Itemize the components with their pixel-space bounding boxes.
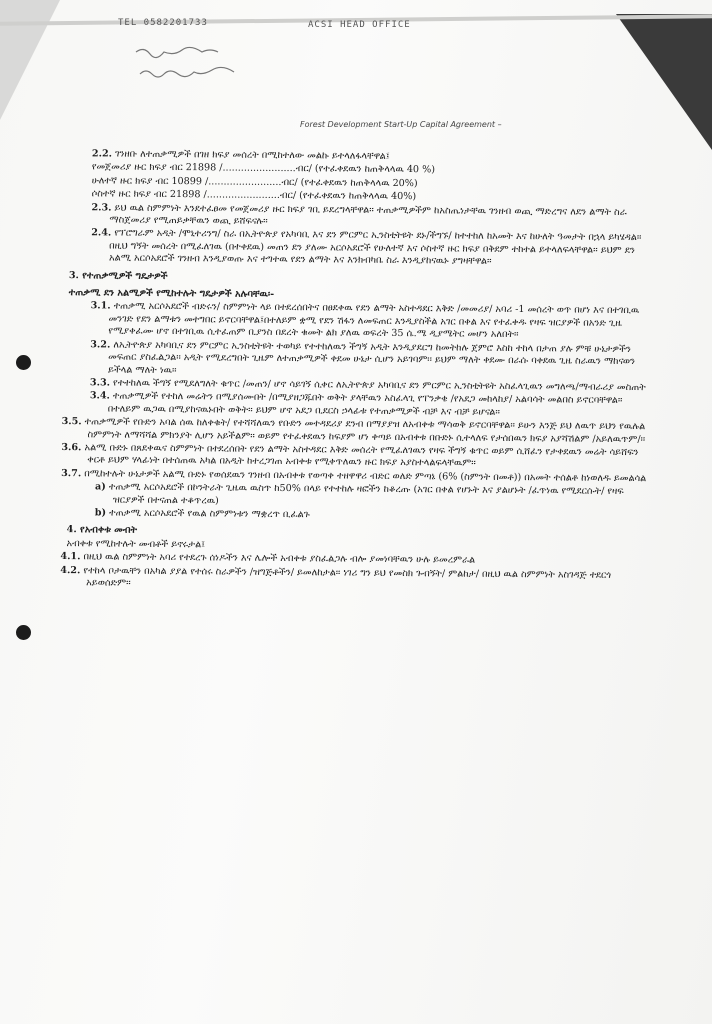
document-title: Forest Development Start-Up Capital Agreement – [300,120,502,129]
clause-number: 3.2. [90,338,111,351]
clause-text: ተጠቃሚዎች የተከለ መሬትን በሚያሰሙበት /በሚያዘጋጁበት ወቅት ያላቸዉን አስፈላጊ የፐንቃቄ /የአደጋ መከላከያ/ አልባሳት መልበስ ይኖርባቸዋል፡፡ በተለይም ዉጋዉ በሚያከናዉኑበት ወቅት፡፡ ይህም ሆኖ አደጋ ቢደርስ ኃላፊቱ የተጠቃሚዎች ብቻ እና ብቻ ይሆናል፡፡ [107,390,623,418]
clause-number: 4.2. [60,564,81,576]
clause-paragraph [53,481,653,511]
clause-text: የተጠቃሚዎች ግዴታዎች [82,269,168,282]
header-tel: TEL 0582201733 [118,18,208,28]
clause-text: አብቀቱ የሚከተሉት መብቶች ይኖሩታል፤ [66,537,206,551]
clause-number: b) [94,507,107,519]
clause-text: ገንዘቡ ለተጠቃሚዎች በገዘ ክፍያ መሰረት በሚከተለው መልኩ ይተላለፋላቸዋል፤ [114,148,390,162]
clause-text: አልሚ ቡድኑ በጸደቀዉና ስምምነት በተደረሰበት የደን ልማት አስተዳደር እቅድ መሰረት የሚፈለገዉን የዛፍ ችግኝ ቁጥር ወይም ሲሸፈን የታቀደዉን መሬት ሳይሸፍን ቀርቶ ይህም ሃላፊነት በተሰጠዉ አካል በአዲት ከተረጋገጠ አብቀቱ የሚቀጥለዉን ዙር ክፍያ አያስተላልፍላቸዉም፡፡ [84,442,639,470]
clause-text: ሶስተኛ ዙር ክፍያ ብር 21898 /........................ብር/ (የተፈቀደዉን ከጠቅላላዉ 40%) [91,188,417,203]
clause-text: ተጠቃሚ አርሶአደሮች ብድሩን/ ስምምነት ላይ በተደረሰበትና በፀደቀዉ የደን ልማት አስተዳደር እቅድ /መመሪያ/ አባሪ -1 መሰረት ወጥ በሆነ እና በተገቢዉ መንገድ የደን ልማቱን መተግበር ይኖርባቸዋል፤በተለይም ቋሚ የደን ሽፋን ለመፍጠር እንዲያስችል አገር በቀል እና የተፈቀዱ የዛፍ ዝርያዎች በአንድ ጊዜ የሚያቀፈሙ ሆኖ በተገቢዉ ሲተፈጠም ቢያንስ በደረት ቁመት ልክ ያለዉ ወፍረት 35 ሴ.ሜ ዲያሜትር መሆን አለበት፡፡ [108,300,640,341]
clause-text: ለኢትዮጵያ አካባቢና ደን ምርምር ኢንስቲትዩት ተወካይ የተተከለዉን ችግኝ አዲት እንዲያደርግ ከመትከሉ ጀምሮ እስከ ተከላ በታጠ ያሉ ምቹ ሁኔታዎችን መፍጠር ያስፈልጋል፡፡ አዲት የሚደረግበት ጊዜም ለተጠቃሚዎች ቀደመ ሁኔታ ሲሆን አይገባም፡፡ ይህም ማለት ቀደሙ በራሱ ባቀደዉ ጊዜ ስራዉን ማከናወን ይችላል ማለት ነዉ፡፡ [108,339,636,376]
clause-number: 4.1. [60,551,81,563]
clause-text: የመጀመሪያ ዙር ክፍያ ብር 21898 /........................ብር/ (የተፈቀደዉን ከጠቅላላዉ 40 %) [91,161,436,176]
clause-number: 3. [68,269,79,281]
clause-paragraph [52,565,652,595]
agreement-body [52,148,656,596]
clause-number: 3.4. [89,390,110,402]
clause-text: የተከላ ቦታዉቸን በአካል ያያል የተሰሩ ስራዎችን /ዝግጅቶችን/ ይመለከታል፡፡ ነገሪ ግን ይህ የመስክ ጉብኝት/ ምልከታ/ በዚህ ዉል ስምምነት አስገዳጅ ተደርጎ አይወሰድም፡፡ [83,564,612,589]
folded-corner [0,0,60,120]
clause-number: 3.6. [61,441,82,454]
clause-number: 3.3. [89,377,111,389]
clause-number: 2.3. [91,201,112,214]
clause-text: ይህ ዉል ስምምነት እንደተፈፀመ የመጀመሪያ ዙር ክፍያ ገቢ ይደረግላቸዋል፡፡ ተጠቃሚዎችም ከአስጤነታቸዉ ገንዘብ ወጪ ማድረግና ለደን ልማት ስራ ማስጀመሪያ የሚጠይቃቸዉን ወጪ ይሸፍናሉ፡፡ [109,202,627,227]
clause-paragraph [55,227,655,269]
clause-number: 3.5. [61,416,82,428]
clause-number: a) [94,481,106,493]
clause-paragraph [54,300,654,342]
clause-number: 4. [66,524,77,536]
clause-text: ሁለተኛ ዙር ክፍያ ብር 10899 /........................ብር/ (የተፈቀደዉን ከጠቅላላዉ 20%) [91,175,418,189]
clause-paragraph [54,339,654,381]
clause-text: ተጠቃሚዎች የቡድን አባል ሰዉ ከለቀቁት/ የተሻሻለዉን የቡድን መተዳደሪያ ደንብ በማያያዝ ለአብቀቱ ማሳወቅ ይኖርባቸዋል፡፡ ይሁን እንጅ ይህ ለዉጥ ይህን የዉሉል ስምምነት ለማሻሻል ምክንያት ሊሆን አይችልም፡፡ ወይም የተፈቀደዉን ከፍያም ሆነ ቀጣይ በአብቀቱ በቡድኑ ሲተላለፍ የታሰበዉን ክፍያ አያሻሽልም /አይለዉጥም/፡፡ [84,416,646,445]
punch-hole [16,625,31,640]
clause-text: ተጠቃሚ አርሶአደሮች በኮንትራት ጊዜዉ ዉስጥ ከ50% በላይ የተተከሉ ዛፎችን ከቆረጡ (አገር በቀል የሆኑት እና ያልሆኑት /ፈጥነዉ የሚደርሱት/ የዛፍ ዝርያዎች በተናጠል ተቆጥረዉ) [108,481,624,506]
clause-paragraph [53,416,653,446]
clause-paragraph [55,270,655,288]
clause-text: የተተከለዉ ችግኝ የሚደለግለት ቁጥር /መጠን/ ሆኖ ሳይገኝ ሲቀር ለኢትዮጵያ አካባቢና ደን ምርምር ኢንስቲትዩት አስፈላጊዉን መግለጫ/ማብራሪያ መስጠት [112,377,646,394]
clause-number: 2.4. [91,227,112,239]
clause-number: 3.7. [61,467,82,479]
clause-paragraph [55,202,655,232]
header-office: ACSI HEAD OFFICE [308,20,411,30]
clause-text: ተጠቃሚ አርሶአደሮች የዉል ስምምነቱን ማቋረጥ ቢፈልጉ [109,507,310,521]
clause-text: በሚከተሉት ሁኔታዎች አልሚ ቡድኑ የወሰደዉን ገንዘብ በአብቀቱ የወጣቀ ተዘዋዋሪ ብድር ወለድ ምጣኔ (6% (ስምንት በመቶ)) በአመት ተሰልቶ ከነወለዱ ይመልሳል [84,468,647,484]
clause-number: 2.2. [91,148,113,160]
clause-number: 3.1. [90,300,111,312]
clause-text: በዚህ ዉል ስምምነት አባሪ የተደረጉ ሰነዶችን እና ሌሎች አብቀቱ ያስፈልጋሉ ብሎ ያመነባቸዉን ሁሉ ይመረምራል [83,551,476,566]
clause-text: የአብቀቱ መብት [79,524,138,537]
shadow-corner [616,14,712,150]
clause-paragraph [53,442,653,472]
clause-text: ተጠቃሚ ደን አልሚዎች የሚከተሉት ግዴታዎች አሉባቸዉ፡- [68,287,275,300]
clause-text: የፕሮግራም አዲት /ሞኒተሪንግ/ ስራ በኢትዮጵያ የአካባቢ እና ደን ምርምር ኢንስቲትዩት ደኑ/ችግኙ/ ከተተከለ ከአመት እና ከሁለት ዓመታት በኋላ ይካሄዳል፡፡ በዚህ ግኝት መሰረት በሚፈለገዉ (በተቀደዉ) መጠን ደን ያለሙ አርሶአደሮች የሁለተኛ እና ሶስተኛ ዙር ክፍያ በቅደም ተከተል ይተላለፍላቸዋል፡፡ ይህም ደን አልሚ አርሶአደሮች ገንዘብ እንዲያወጡ እና ተግተዉ የደን ልማት እና እንክብካቤ ስራ እንዲያከናዉኑ ያግዛቸዋል፡፡ [108,227,642,268]
punch-hole [16,355,31,370]
handwritten-notes [132,40,292,86]
clause-paragraph [54,390,654,420]
